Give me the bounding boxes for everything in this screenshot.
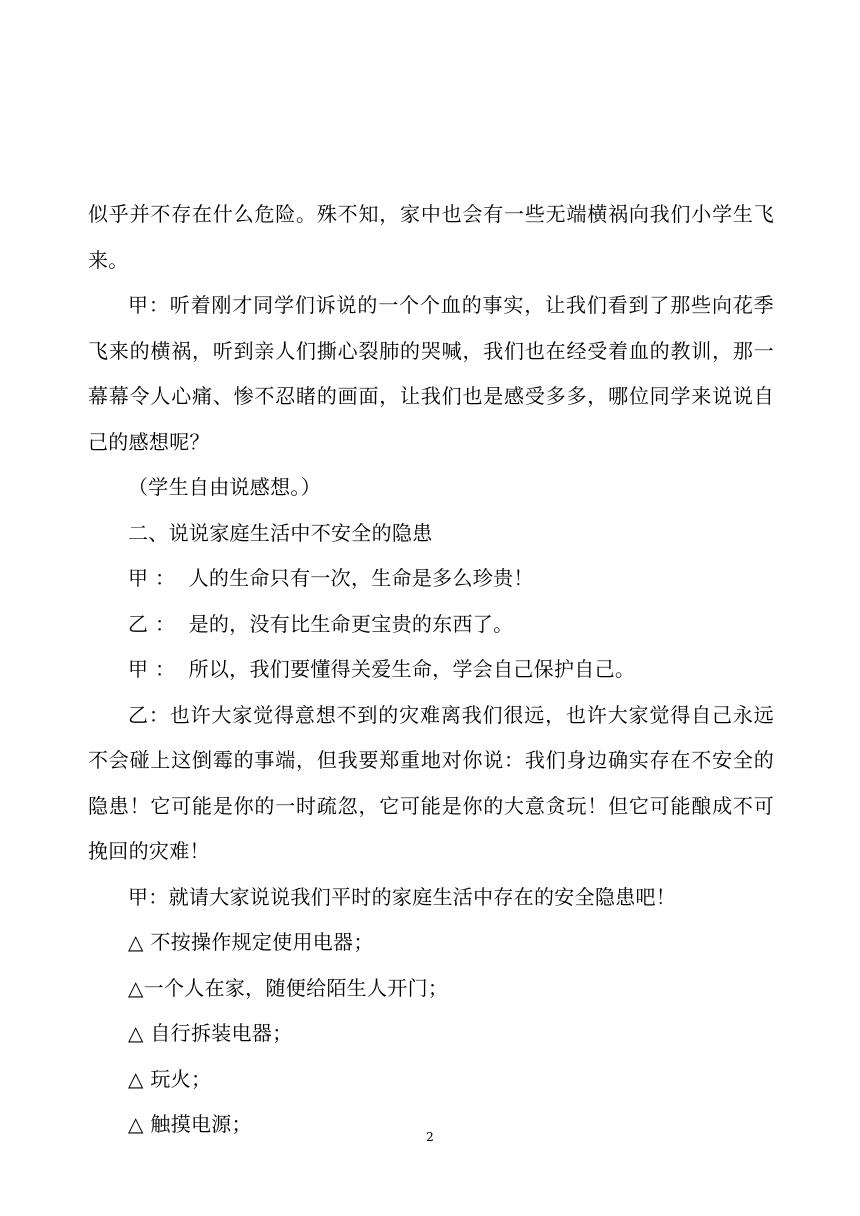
- document-body: [88, 192, 774, 1148]
- page-number: 2: [426, 1130, 434, 1144]
- paragraph-continuation: 似乎并不存在什么危险。殊不知，家中也会有一些无端横祸向我们小学生飞来。: [88, 202, 774, 272]
- hazard-item: △ 自行拆装电器；: [128, 1021, 293, 1045]
- paragraph-jia-reflection: 甲：听着刚才同学们诉说的一个个血的事实，让我们看到了那些向花季飞来的横祸，听到亲人们撕心裂肺的哭喊，我们也在经受着血的教训，那一幕幕令人心痛、惨不忍睹的画面，让我们也是感受多多，哪位同学来说说自己的感想呢？: [88, 293, 774, 454]
- hazard-item: △ 不按操作规定使用电器；: [128, 930, 374, 954]
- dialogue-jia-2: 甲 ： 所以，我们要懂得关爱生命，学会自己保护自己。: [128, 657, 636, 681]
- dialogue-yi-1: 乙 ： 是的，没有比生命更宝贵的东西了。: [128, 611, 514, 636]
- paragraph-student-note: （学生自由说感想。）: [128, 475, 321, 499]
- hazard-item: △ 玩火；: [128, 1066, 212, 1091]
- dialogue-jia-1: 甲 ： 人的生命只有一次，生命是多么珍贵！: [128, 566, 534, 590]
- dialogue-yi-2: 乙：也许大家觉得意想不到的灾难离我们很远，也许大家觉得自己永远不会碰上这倒霉的事端，但我要郑重地对你说：我们身边确实存在不安全的隐患！它可能是你的一时疏忽，它可能是你的大意贪玩！但它可能酿成不可挽回的灾难！: [88, 702, 774, 863]
- section-heading: 二、说说家庭生活中不安全的隐患: [128, 520, 433, 545]
- hazard-item: △ 触摸电源；: [128, 1112, 252, 1136]
- dialogue-jia-3: 甲：就请大家说说我们平时的家庭生活中存在的安全隐患吧！: [128, 884, 677, 909]
- hazard-item: △一个人在家，随便给陌生人开门；: [128, 975, 449, 1000]
